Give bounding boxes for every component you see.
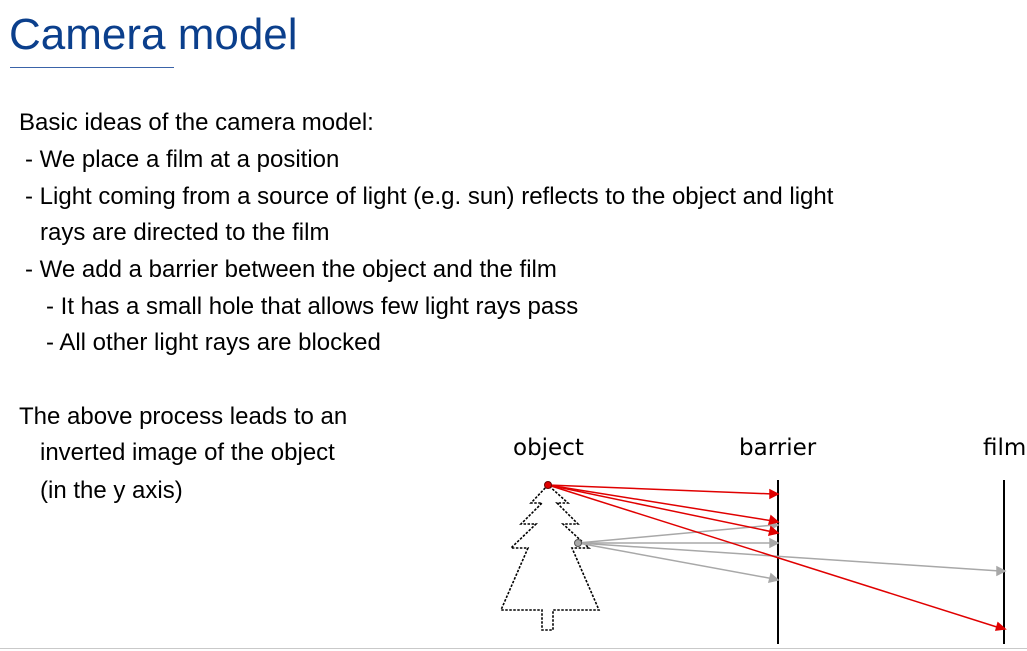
gray-rays: [578, 521, 1005, 582]
tree-icon: [501, 485, 599, 630]
mid-point-marker: [575, 540, 582, 547]
page-title: Camera model: [9, 10, 298, 59]
object-label: object: [513, 435, 584, 461]
subbullet-small-hole: - It has a small hole that allows few light rays pass: [46, 293, 579, 320]
slide-bottom-border: [0, 648, 1027, 649]
conclusion-line-3: (in the y axis): [40, 477, 183, 504]
conclusion-line-2: inverted image of the object: [40, 439, 335, 466]
conclusion-line-1: The above process leads to an: [19, 403, 348, 430]
bullet-barrier: - We add a barrier between the object and the film: [25, 256, 557, 283]
bullet-light-source-cont: rays are directed to the film: [40, 219, 330, 246]
title-underline: [10, 67, 174, 68]
top-point-marker: [545, 482, 552, 489]
camera-diagram: [495, 430, 1027, 648]
intro-text: Basic ideas of the camera model:: [19, 109, 374, 136]
barrier-label: barrier: [739, 435, 817, 461]
subbullet-blocked: - All other light rays are blocked: [46, 329, 381, 356]
bullet-light-source: - Light coming from a source of light (e.g. sun) reflects to the object and light: [25, 183, 834, 210]
film-label: film: [983, 435, 1027, 461]
bullet-film-position: - We place a film at a position: [25, 146, 340, 173]
red-rays: [548, 485, 1005, 630]
